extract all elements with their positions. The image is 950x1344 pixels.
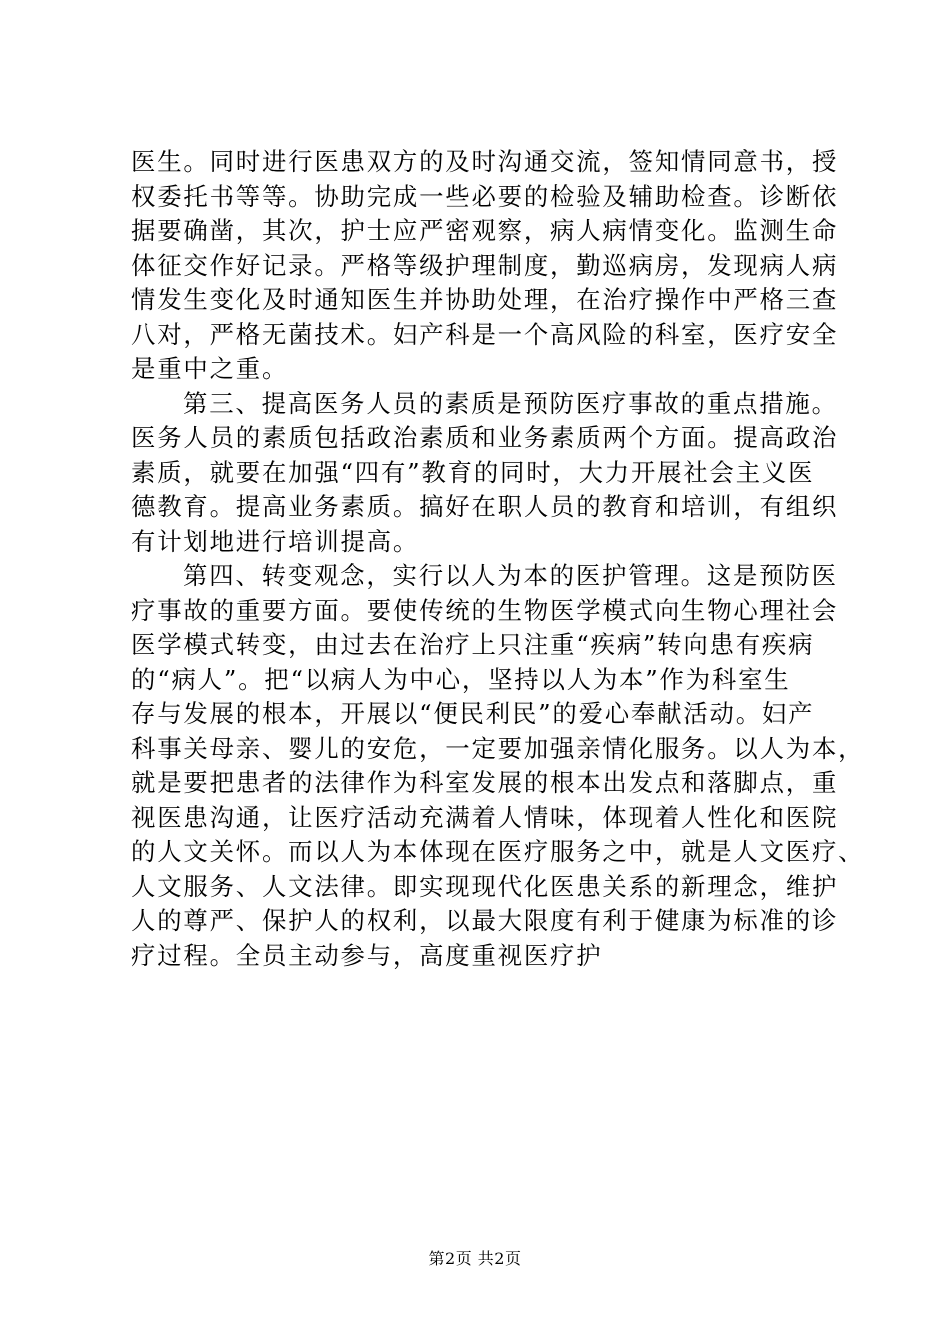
text-line: 情发生变化及时通知医生并协助处理，在治疗操作中严格三查 (131, 285, 839, 314)
text-line: 权委托书等等。协助完成一些必要的检验及辅助检查。诊断依 (131, 181, 839, 211)
text-line: 医生。同时进行医患双方的及时沟通交流，签知情同意书，授 (131, 147, 839, 176)
text-line: 人的尊严、保护人的权利，以最大限度有利于健康为标准的诊 (131, 906, 839, 935)
paragraph-3 (131, 559, 865, 973)
text-line: 体征交作好记录。严格等级护理制度，勤巡病房，发现病人病 (131, 250, 839, 280)
page-footer: 第2页 共2页 (428, 1249, 522, 1268)
text-line: 第三、提高医务人员的素质是预防医疗事故的重点措施。 (183, 388, 838, 418)
paragraph-2 (131, 387, 839, 560)
text-line: 医务人员的素质包括政治素质和业务素质两个方面。提高政治 (131, 423, 839, 452)
text-line: 存与发展的根本，开展以“便民利民”的爱心奉献活动。妇产 (131, 699, 815, 728)
text-line: 有计划地进行培训提高。 (131, 526, 420, 556)
text-line: 医学模式转变，由过去在治疗上只注重“疾病”转向患有疾病 (131, 630, 815, 659)
text-line: 疗事故的重要方面。要使传统的生物医学模式向生物心理社会 (131, 595, 839, 625)
text-line: 的“病人”。把“以病人为中心，坚持以人为本”作为科室生 (131, 664, 791, 694)
text-line: 就是要把患者的法律作为科室发展的根本出发点和落脚点，重 (131, 768, 839, 797)
paragraph-1 (131, 145, 839, 387)
text-line: 的人文关怀。而以人为本体现在医疗服务之中，就是人文医疗、 (131, 837, 865, 866)
text-line: 是重中之重。 (131, 354, 289, 383)
text-line: 疗过程。全员主动参与，高度重视医疗护 (131, 940, 603, 970)
text-line: 八对，严格无菌技术。妇产科是一个高风险的科室，医疗安全 (131, 319, 839, 349)
text-line: 据要确凿，其次，护士应严密观察，病人病情变化。监测生命 (131, 216, 839, 245)
text-line: 德教育。提高业务素质。搞好在职人员的教育和培训，有组织 (131, 492, 839, 521)
text-line: 科事关母亲、婴儿的安危，一定要加强亲情化服务。以人为本， (131, 733, 865, 763)
document-body (131, 145, 865, 973)
text-line: 人文服务、人文法律。即实现现代化医患关系的新理念，维护 (131, 871, 839, 901)
text-line: 第四、转变观念，实行以人为本的医护管理。这是预防医 (183, 561, 838, 590)
text-line: 素质，就要在加强“四有”教育的同时，大力开展社会主义医 (131, 457, 815, 487)
text-line: 视医患沟通，让医疗活动充满着人情味，体现着人性化和医院 (131, 802, 839, 832)
